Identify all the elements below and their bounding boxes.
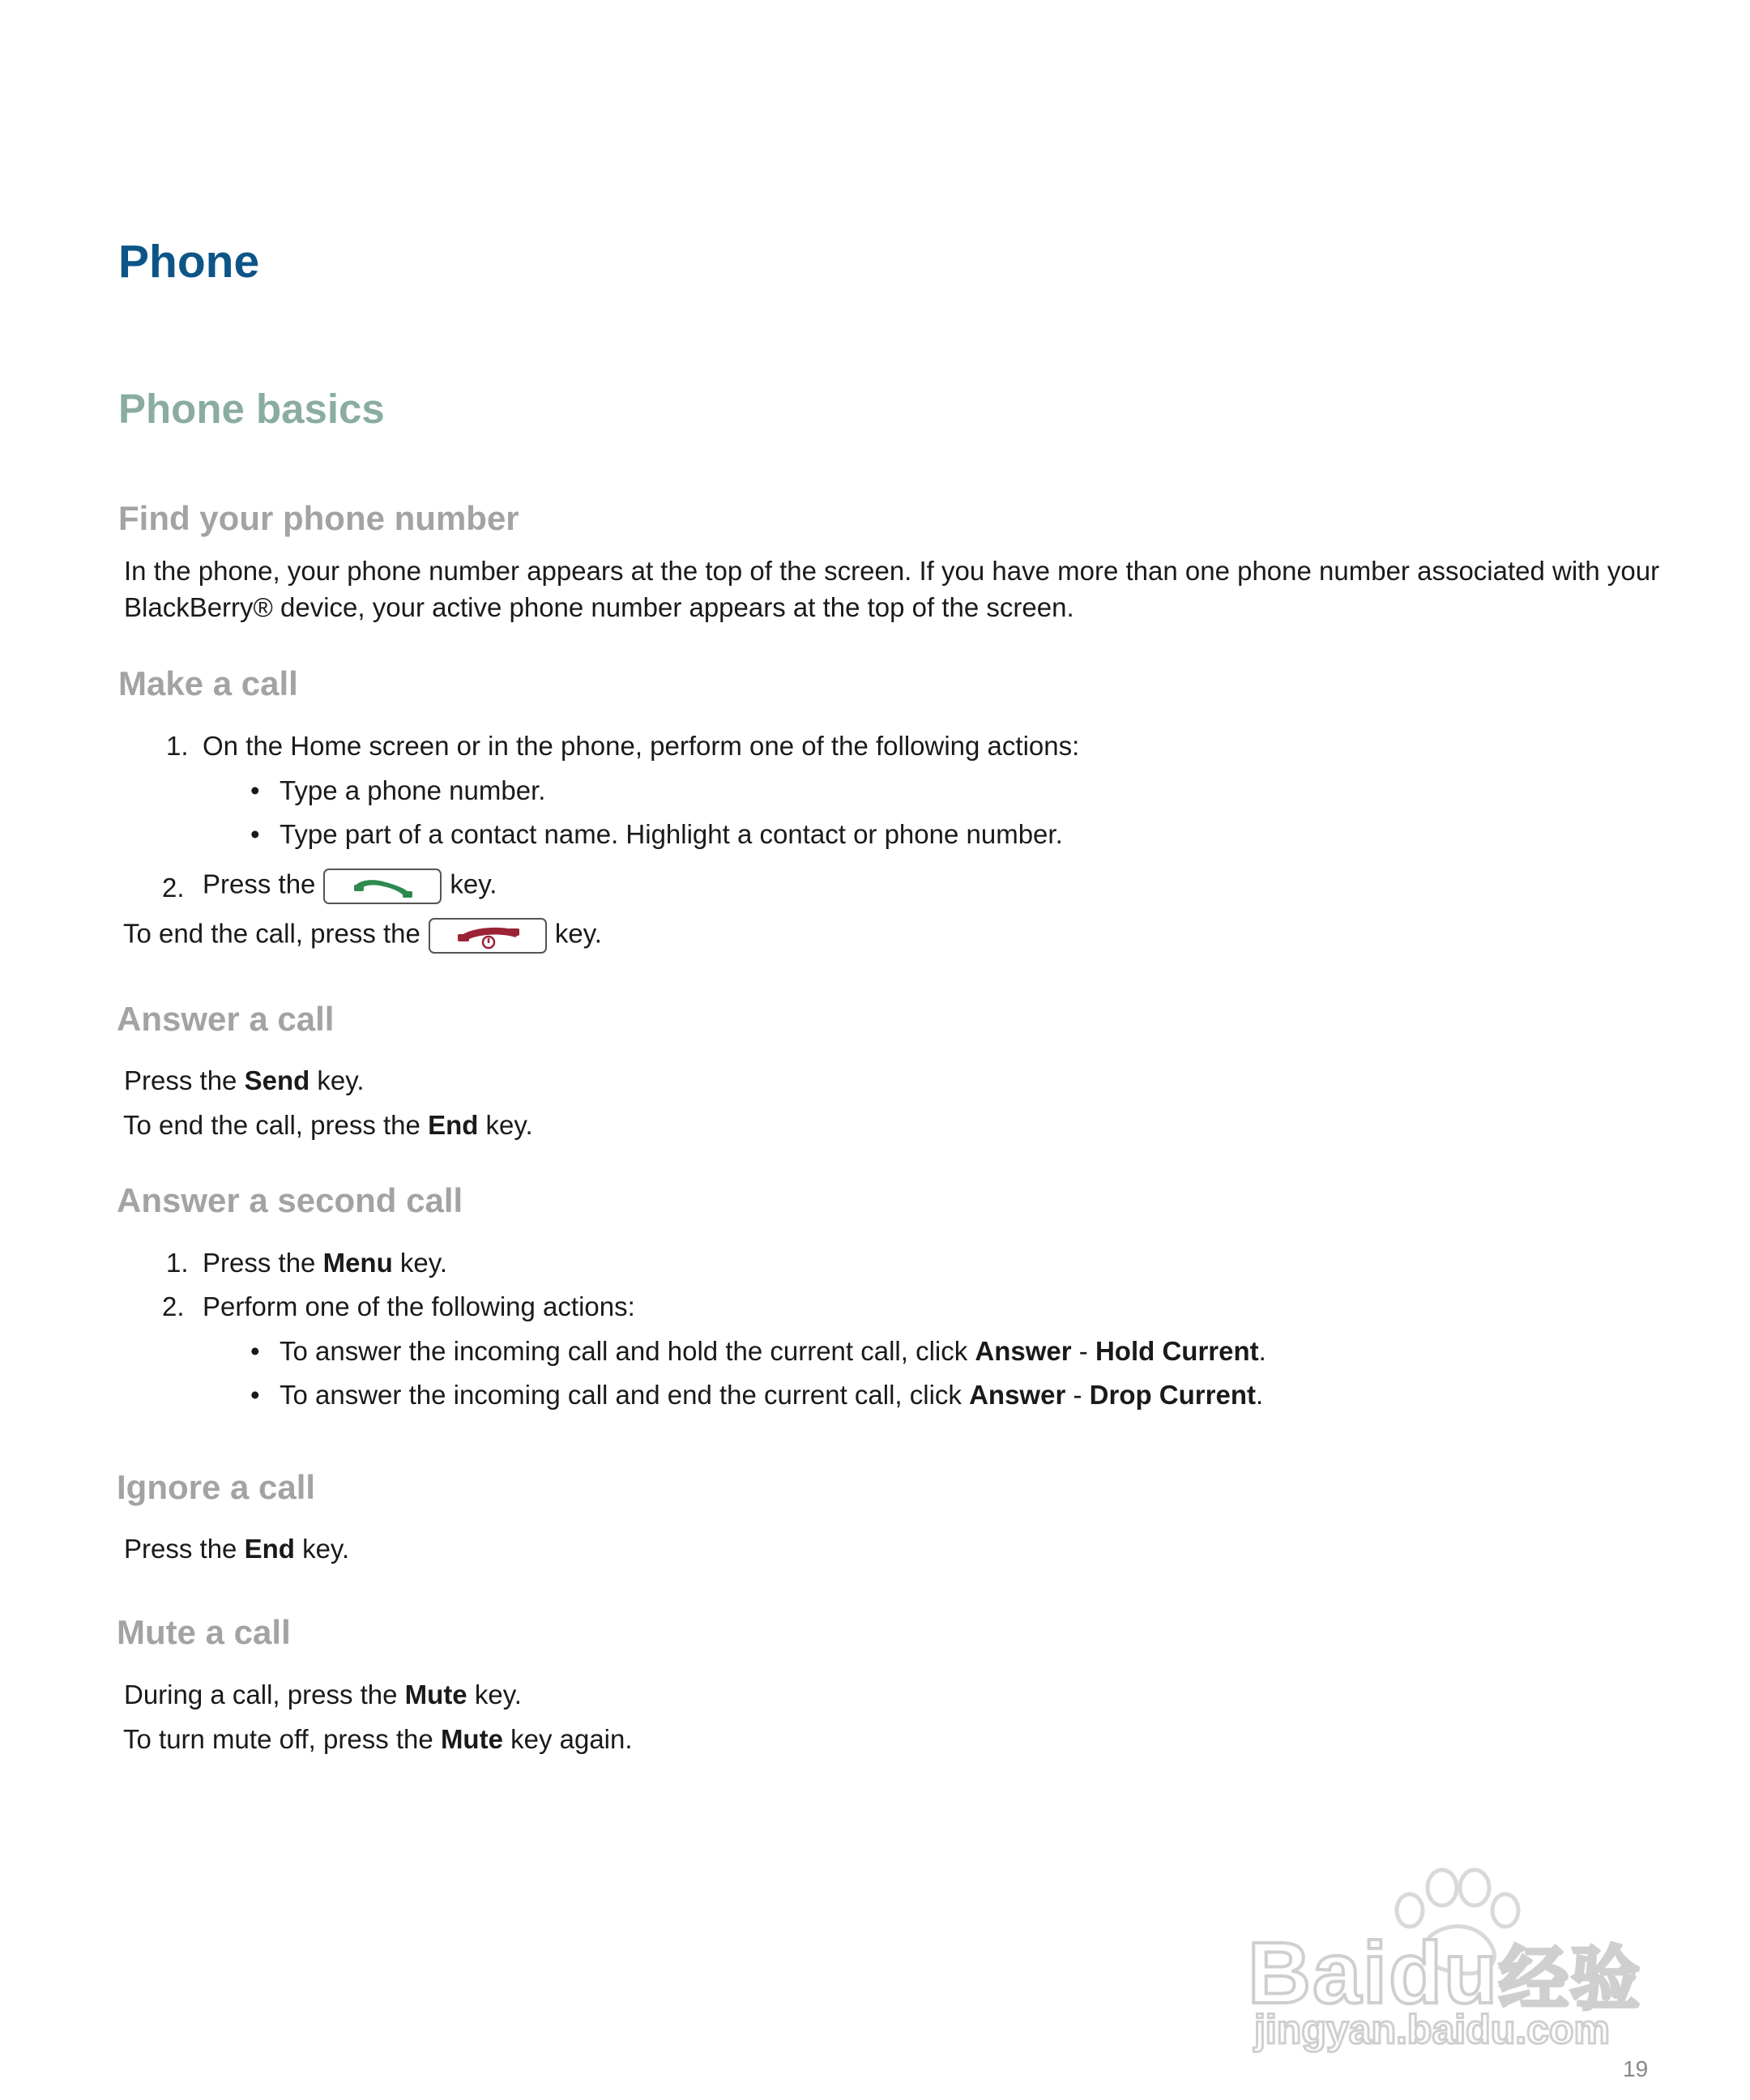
answer-line1: Press the Send key.	[124, 1065, 365, 1095]
mute-key-label: Mute	[404, 1680, 467, 1709]
make-step2-post: key.	[450, 869, 497, 899]
page-title: Phone	[118, 236, 260, 288]
step-number: 1.	[166, 1248, 189, 1278]
end-key-label: End	[428, 1110, 479, 1140]
heading-make-a-call: Make a call	[118, 664, 298, 702]
heading-ignore-a-call: Ignore a call	[117, 1468, 316, 1506]
make-step2-pre: Press the	[203, 869, 316, 899]
find-text-line1: In the phone, your phone number appears at the top of the screen. If you have more than one phone number associated with your	[124, 556, 1660, 586]
heading-find-phone-number: Find your phone number	[118, 499, 519, 537]
make-step2-line	[203, 869, 497, 904]
end-key-label: End	[244, 1534, 295, 1564]
menu-key-label: Menu	[322, 1248, 393, 1278]
make-end-post: key.	[554, 918, 602, 949]
page-number: 19	[1623, 2056, 1649, 2081]
heading-answer-second-call: Answer a second call	[117, 1181, 463, 1219]
make-end-pre: To end the call, press the	[123, 918, 420, 949]
baidu-watermark	[1248, 1847, 1669, 2058]
make-bullet-2: • Type part of a contact name. Highlight a contact or phone number.	[280, 819, 1063, 850]
watermark-brand: Baidu经验	[1248, 1923, 1642, 2021]
step-number: 1.	[166, 731, 189, 761]
second-bullet-2: • To answer the incoming call and end the current call, click Answer - Drop Current.	[280, 1380, 1263, 1411]
end-key-icon	[429, 918, 547, 954]
second-step2: Perform one of the following actions:	[203, 1291, 635, 1321]
step-number: 2.	[162, 1291, 185, 1321]
answer-line2: To end the call, press the End key.	[123, 1110, 533, 1140]
step-number: 2.	[162, 873, 185, 903]
find-text-line2: BlackBerry® device, your active phone number appears at the top of the screen.	[124, 592, 1074, 622]
make-bullet-1: • Type a phone number.	[280, 775, 545, 806]
make-step1-text: On the Home screen or in the phone, perform one of the following actions:	[203, 731, 1080, 761]
section-heading: Phone basics	[118, 386, 385, 432]
mute-key-label: Mute	[440, 1724, 503, 1754]
watermark-url: jingyan.baidu.com	[1254, 2007, 1610, 2052]
send-key-icon	[323, 869, 442, 904]
ignore-line1: Press the End key.	[124, 1534, 350, 1564]
second-step1: Press the Menu key.	[203, 1248, 447, 1278]
mute-line1: During a call, press the Mute key.	[124, 1680, 522, 1709]
mute-line2: To turn mute off, press the Mute key again.	[123, 1724, 633, 1754]
second-bullet-1: • To answer the incoming call and hold the current call, click Answer - Hold Current.	[280, 1336, 1266, 1367]
send-key-label: Send	[244, 1065, 310, 1095]
heading-mute-a-call: Mute a call	[117, 1613, 291, 1651]
make-end-line	[123, 918, 602, 954]
heading-answer-a-call: Answer a call	[117, 1000, 335, 1038]
